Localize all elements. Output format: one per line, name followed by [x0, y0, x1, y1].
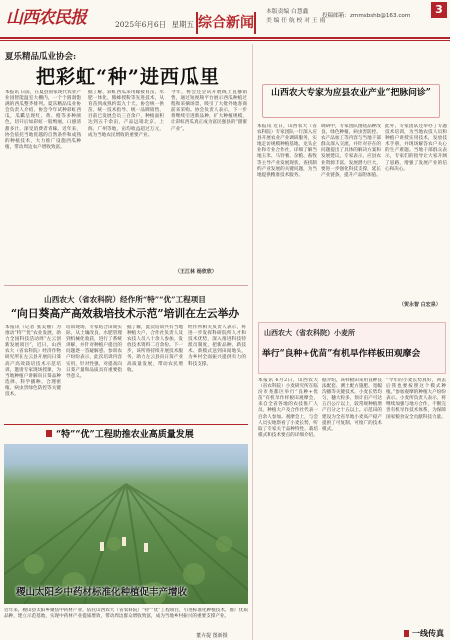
article-wheat	[254, 312, 450, 640]
field-rows	[4, 444, 248, 604]
article-column: 今年，协会还尝试开展线上直播销售，通过短视频平台展示西瓜种植过程和采摘场景，吸引了大批外地客商前来采购。协会负责人表示，下一步将继续引进新品种，扩大种植规模，让彩虹西瓜真正成为富民强县的“甜蜜产业”。	[171, 90, 247, 132]
article-headline: 山西农大专家为应县农业产业“把脉问诊”	[271, 88, 431, 98]
article-kicker: 山西农大（省农科院）经作所“特”“优”工程项目	[44, 295, 206, 304]
section-banner	[4, 427, 248, 441]
footer-label	[404, 628, 448, 639]
article-column: 调研中，专家团队围绕品种改良、绿色种植、病虫害防控、农产品加工等内容与当地干部群众深入交流，并针对存在的问题提出了具体的解决方案和发展建议。专家表示，应县农业资源丰富，发展潜力巨大，要进一步强化科技支撑，延长产业链条，提升产品附加值。	[321, 124, 381, 178]
article-column: 本报讯 近日，山西农大（省农科院）专家团队一行深入应县开展农业产业调研服务，实地走访规模种植基地、龙头企业和专业合作社，详细了解当地玉米、马铃薯、杂粮、畜牧等主导产业发展现状，查找制约产业发展的关键问题，为当地提供精准技术服务。	[257, 124, 317, 178]
column-divider	[252, 312, 253, 640]
banner-marker	[46, 430, 52, 437]
article-watermelon	[0, 44, 250, 282]
article-headline: 举行“良种+优苗”有机旱作样板田观摩会	[262, 349, 421, 359]
article-byline: （贺永智 白宏泉）	[399, 302, 441, 308]
article-zuoyun	[0, 288, 252, 418]
article-column: 经作所相关负责人表示，将进一步发挥科研院所人才和技术优势，深入推进科技特派员制度，把新品种、新技术、新模式送到田间地头，为乡村全面振兴提供有力的科技支撑。	[188, 325, 246, 367]
date-text: 2025年6月6日	[115, 20, 167, 29]
banner-rule	[4, 424, 248, 425]
article-kicker: 夏乐精品瓜业协会:	[5, 52, 77, 62]
editor-credit: 本版责编 白慧鑫	[266, 9, 309, 15]
article-column: 本报讯 6月2日，山西农大（省农科院）小麦研究所在临汾市尧都区举行“良种+优苗”有机旱作样板田观摩会，来自全省各地的农技推广人员、种植大户及合作社代表一百余人参加。观摩会上，与会人员实地察看了小麦长势，听取了专家关于品种特性、栽培模式和技术要点的详细介绍。	[258, 378, 318, 438]
masthead	[0, 0, 450, 44]
issue-date	[115, 19, 194, 30]
article-column: 本报讯 日前，在夏县国家现代农业产业园智能温室大棚内，一个个圆润饱满的西瓜整齐排列。夏乐精品瓜业协会负责人介绍，协会今年试种彩虹西瓜，瓜瓤呈现红、黄、橙等多种颜色，切开后如彩虹一般绚丽，口感清甜多汁，深受消费者青睐。近年来，协会依托当地优越的自然条件和成熟的种植技术，大力推广设施西瓜种植，带动周边农户增收致富。	[5, 90, 81, 150]
footer-text: 一线传真	[412, 628, 444, 638]
page-number: 3	[431, 2, 447, 18]
proof-credit: 美 编 任 航 校 对 王 雨	[266, 18, 326, 24]
photo-caption: 稷山太阳乡中药材标准化种植促丰产增收	[16, 587, 188, 598]
photo-credit: 董卉提 图新摄	[196, 633, 228, 639]
article-column: 据了解，此次培训共有当地种植大户、合作社负责人及农技人员八十余人参加，发放技术资料二百余份。下一步，该所将持续开展技术服务，助力左云县向日葵产业高质量发展，带动农民增收。	[127, 325, 183, 373]
article-byline: （王江林 杨欣欣）	[175, 269, 217, 275]
submission-email: 投稿邮箱：zmmsbshb@163.com	[322, 13, 411, 19]
masthead-rule-thin	[0, 40, 450, 41]
banner-title: “特”“优”工程助推农业高质量发展	[56, 430, 194, 440]
caption-text: 近年来，稷山县太阳乡聚焦中药材产业，依托山西农大（省农科院）“特”“优”工程项目，引进标准化种植技术，推广优质品种，建立示范基地，实现中药材产业提质增效，带动周边群众增收致富，成为当地乡村振兴的重要支撑产业。	[4, 608, 248, 620]
section-title: 综合新闻	[196, 12, 256, 34]
masthead-rule	[0, 37, 450, 39]
footer-marker	[404, 630, 409, 637]
article-column: “今年的小麦长势真好，回去后我也要按照这个模式种植。”参加观摩的种植大户纷纷表示。小麦所负责人表示，将继续加强与地方合作，不断完善有机旱作技术体系，为保障国家粮食安全贡献科技力量。	[386, 378, 446, 420]
article-jishan	[0, 418, 252, 640]
article-column: 培训现场，专家结合田间实际，从土壤改良、水肥管理到机械化收获，进行了系统讲解，并针对种植户提出的问题逐一答疑解惑。参训农户纷纷表示，此次培训内容实用、针对性强，对提高向日葵产量和品质具有重要指导意义。	[66, 325, 122, 379]
column-divider	[252, 44, 253, 312]
article-column: 此外，专家团队还举办了专题技术培训，为当地农技人员和种植户讲授实用技术，发放技术手册，并现场解答农户关心的生产难题。当地干部群众表示，专家们的指导让大家开阔了思路，增强了发展产业的信心和决心。	[385, 124, 447, 172]
article-column: 本报讯（记者 张美丽）为推动“特”“优”农业发展，助力全国科技活动周“左云创新发展项目”，近日，山西农大（省农科院）经济作物研究所在左云县开展向日葵高产高效栽培技术示范培训，邀请专家现场授课，为当地种植户讲解向日葵品种选择、科学播种、合理密植、病虫害绿色防控等关键技术。	[5, 325, 61, 398]
article-column: 据介绍，该样板田采用良种良法配套、测土配方施肥、宽幅沟播等关键技术，小麦长势均匀，穗大粒多，预计亩产可达五百公斤以上，较常规种植增产百分之十五以上。示范田的建设为全省旱地小麦高产稳产提供了可复制、可推广的技术模式。	[322, 378, 382, 432]
divider	[4, 285, 248, 286]
field-photo	[4, 444, 248, 604]
weekday-text: 星期五	[171, 20, 195, 29]
article-headline: “向日葵高产高效栽培技术示范”培训在左云举办	[10, 307, 240, 320]
article-column: 据了解，彩虹西瓜采用嫁接育苗、水肥一体化、熊蜂授粉等先进技术，从育苗到成熟约需九十天。协会统一供苗、统一技术指导、统一品牌销售，目前已发展会员三百余户，种植面积达到五千余亩，产品远销北京、上海、广州等地，亩均收益超过万元，成为当地农民增收的重要产业。	[88, 90, 164, 138]
article-yingxian	[254, 44, 450, 312]
newspaper-logo: 山西农民报	[6, 8, 86, 28]
article-headline: 把彩虹“种”进西瓜里	[36, 66, 220, 88]
article-kicker: 山西农大（省农科院）小麦所	[264, 328, 355, 337]
